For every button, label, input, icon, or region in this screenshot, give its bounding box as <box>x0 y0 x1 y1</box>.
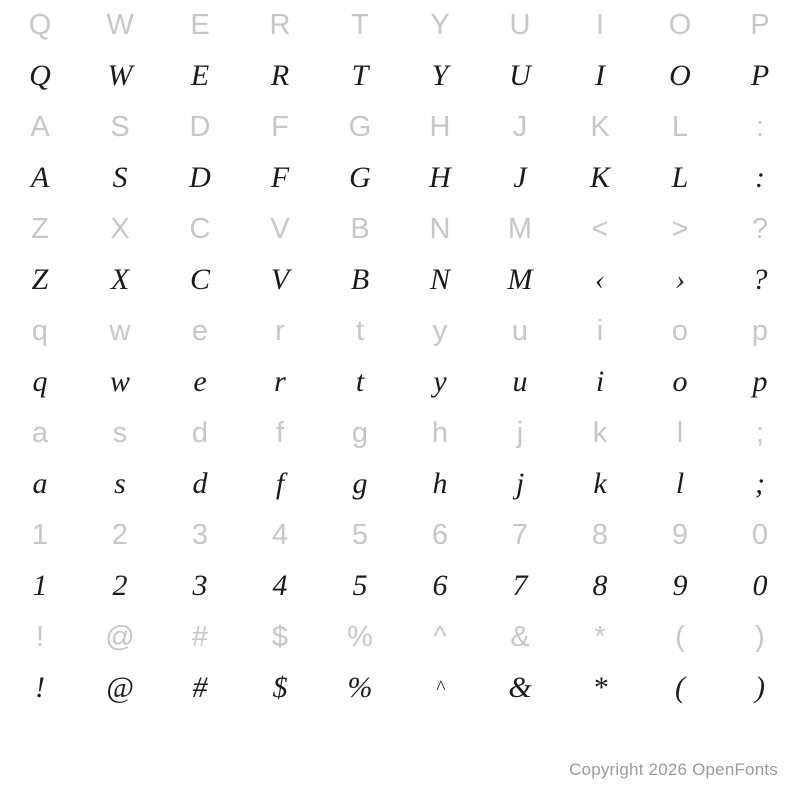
glyph-cell: 1 <box>31 518 49 551</box>
specimen-row-reference <box>0 102 800 152</box>
glyph-cell: M <box>507 263 533 296</box>
specimen-row-sample <box>0 152 800 204</box>
glyph-cell: k <box>592 416 608 449</box>
glyph-cell: i <box>596 314 604 347</box>
glyph-cell: # <box>191 620 209 653</box>
glyph-cell: y <box>432 314 448 347</box>
glyph-cell: 0 <box>752 569 768 602</box>
specimen-row-sample <box>0 50 800 102</box>
glyph-cell: a <box>32 467 48 500</box>
glyph-cell: G <box>348 110 372 143</box>
glyph-cell: p <box>751 314 769 347</box>
specimen-row-reference <box>0 612 800 662</box>
glyph-cell: J <box>512 110 528 143</box>
glyph-cell: d <box>191 416 209 449</box>
glyph-cell: l <box>675 467 685 500</box>
glyph-cell: U <box>509 59 531 92</box>
glyph-cell: s <box>112 416 128 449</box>
glyph-cell: % <box>347 671 373 704</box>
glyph-cell: & <box>508 671 532 704</box>
glyph-cell: ^ <box>433 620 447 653</box>
glyph-cell: 2 <box>111 518 129 551</box>
glyph-cell: f <box>275 467 285 500</box>
glyph-cell: A <box>30 110 50 143</box>
glyph-cell: : <box>755 161 765 194</box>
glyph-cell: j <box>515 467 525 500</box>
glyph-cell: P <box>750 8 770 41</box>
glyph-cell: Y <box>431 59 449 92</box>
glyph-cell: u <box>512 365 528 398</box>
glyph-cell: 4 <box>272 569 288 602</box>
glyph-cell: B <box>350 212 370 245</box>
specimen-row-sample <box>0 662 800 714</box>
glyph-cell: M <box>507 212 533 245</box>
glyph-cell: t <box>355 314 365 347</box>
specimen-row-reference <box>0 408 800 458</box>
glyph-cell: ( <box>675 671 685 704</box>
glyph-cell: W <box>106 8 134 41</box>
glyph-cell: ; <box>755 467 765 500</box>
specimen-row-sample <box>0 458 800 510</box>
glyph-cell: 7 <box>511 518 529 551</box>
glyph-cell: T <box>351 8 369 41</box>
glyph-cell: R <box>269 8 291 41</box>
glyph-cell: Q <box>28 8 52 41</box>
glyph-cell: G <box>349 161 371 194</box>
glyph-cell: O <box>668 8 692 41</box>
glyph-cell: 9 <box>671 518 689 551</box>
glyph-cell: 4 <box>271 518 289 551</box>
glyph-cell: e <box>193 365 207 398</box>
glyph-cell: q <box>32 365 48 398</box>
glyph-cell: I <box>595 8 605 41</box>
glyph-cell: N <box>429 212 451 245</box>
glyph-cell: w <box>109 365 130 398</box>
glyph-cell: 3 <box>192 569 208 602</box>
glyph-cell: o <box>672 365 688 398</box>
glyph-cell: X <box>110 212 130 245</box>
glyph-cell: A <box>30 161 50 194</box>
glyph-cell: F <box>270 161 290 194</box>
glyph-cell: Z <box>31 212 49 245</box>
glyph-cell: C <box>189 212 211 245</box>
glyph-cell: > <box>671 212 689 245</box>
glyph-cell: q <box>31 314 49 347</box>
glyph-cell: k <box>593 467 607 500</box>
glyph-cell: & <box>510 620 530 653</box>
glyph-cell: L <box>671 110 689 143</box>
glyph-cell: P <box>750 59 770 92</box>
glyph-cell: h <box>431 416 449 449</box>
specimen-row-sample <box>0 254 800 306</box>
glyph-cell: ^ <box>435 677 445 699</box>
glyph-cell: E <box>190 8 210 41</box>
glyph-cell: 2 <box>112 569 128 602</box>
glyph-cell: D <box>189 161 211 194</box>
glyph-cell: ; <box>755 416 765 449</box>
glyph-cell: T <box>351 59 369 92</box>
glyph-cell: W <box>107 59 133 92</box>
glyph-cell: X <box>110 263 130 296</box>
glyph-cell: o <box>671 314 689 347</box>
glyph-cell: 6 <box>431 518 449 551</box>
glyph-cell: › <box>675 263 685 296</box>
glyph-cell: E <box>190 59 210 92</box>
glyph-cell: j <box>516 416 524 449</box>
glyph-cell: Y <box>430 8 450 41</box>
glyph-cell: D <box>189 110 211 143</box>
glyph-cell: H <box>429 161 451 194</box>
glyph-cell: l <box>676 416 684 449</box>
glyph-cell: ) <box>755 620 765 653</box>
glyph-cell: ? <box>751 212 769 245</box>
glyph-cell: 7 <box>512 569 528 602</box>
glyph-cell: w <box>109 314 131 347</box>
glyph-cell: g <box>351 416 369 449</box>
glyph-cell: i <box>595 365 605 398</box>
glyph-cell: 1 <box>32 569 48 602</box>
glyph-cell: @ <box>106 671 134 704</box>
glyph-cell: K <box>590 110 610 143</box>
glyph-cell: * <box>594 620 606 653</box>
glyph-cell: h <box>432 467 448 500</box>
specimen-row-sample <box>0 356 800 408</box>
glyph-cell: I <box>595 59 605 92</box>
glyph-cell: ‹ <box>595 263 605 296</box>
glyph-cell: $ <box>271 620 289 653</box>
glyph-cell: S <box>110 110 130 143</box>
glyph-cell: ( <box>675 620 685 653</box>
glyph-cell: ) <box>755 671 765 704</box>
glyph-cell: U <box>509 8 531 41</box>
glyph-cell: 0 <box>751 518 769 551</box>
glyph-cell: Q <box>29 59 51 92</box>
glyph-cell: 6 <box>432 569 448 602</box>
glyph-cell: 5 <box>351 518 369 551</box>
glyph-cell: r <box>275 314 285 347</box>
glyph-cell: O <box>669 59 691 92</box>
glyph-cell: 9 <box>672 569 688 602</box>
glyph-cell: K <box>589 161 610 194</box>
specimen-row-sample <box>0 560 800 612</box>
specimen-row-reference <box>0 204 800 254</box>
glyph-cell: R <box>270 59 290 92</box>
glyph-cell: N <box>429 263 450 296</box>
specimen-row-reference <box>0 306 800 356</box>
glyph-cell: # <box>192 671 208 704</box>
glyph-cell: y <box>433 365 447 398</box>
glyph-cell: d <box>192 467 208 500</box>
glyph-cell: : <box>755 110 765 143</box>
glyph-cell: * <box>592 671 608 704</box>
glyph-cell: 3 <box>191 518 209 551</box>
glyph-cell: < <box>591 212 609 245</box>
glyph-cell: r <box>274 365 286 398</box>
glyph-cell: L <box>671 161 689 194</box>
glyph-cell: H <box>429 110 451 143</box>
glyph-cell: S <box>112 161 128 194</box>
glyph-cell: $ <box>272 671 288 704</box>
glyph-cell: p <box>752 365 768 398</box>
glyph-cell: u <box>511 314 529 347</box>
glyph-cell: s <box>114 467 126 500</box>
glyph-cell: t <box>355 365 365 398</box>
glyph-cell: V <box>270 263 290 296</box>
glyph-cell: 8 <box>591 518 609 551</box>
glyph-cell: f <box>275 416 285 449</box>
glyph-cell: J <box>513 161 527 194</box>
glyph-cell: g <box>352 467 368 500</box>
glyph-cell: B <box>350 263 370 296</box>
specimen-row-reference <box>0 0 800 50</box>
glyph-cell: C <box>189 263 210 296</box>
glyph-cell: ! <box>35 671 45 704</box>
specimen-row-reference <box>0 510 800 560</box>
copyright-notice: Copyright 2026 OpenFonts <box>569 760 778 779</box>
glyph-cell: 8 <box>592 569 608 602</box>
glyph-cell: a <box>31 416 49 449</box>
glyph-cell: e <box>191 314 209 347</box>
glyph-cell: ! <box>35 620 45 653</box>
glyph-cell: 5 <box>352 569 368 602</box>
glyph-cell: V <box>270 212 290 245</box>
glyph-cell: @ <box>105 620 135 653</box>
glyph-cell: % <box>347 620 373 653</box>
glyph-cell: ? <box>752 263 768 296</box>
glyph-cell: F <box>271 110 289 143</box>
glyph-cell: Z <box>31 263 49 296</box>
